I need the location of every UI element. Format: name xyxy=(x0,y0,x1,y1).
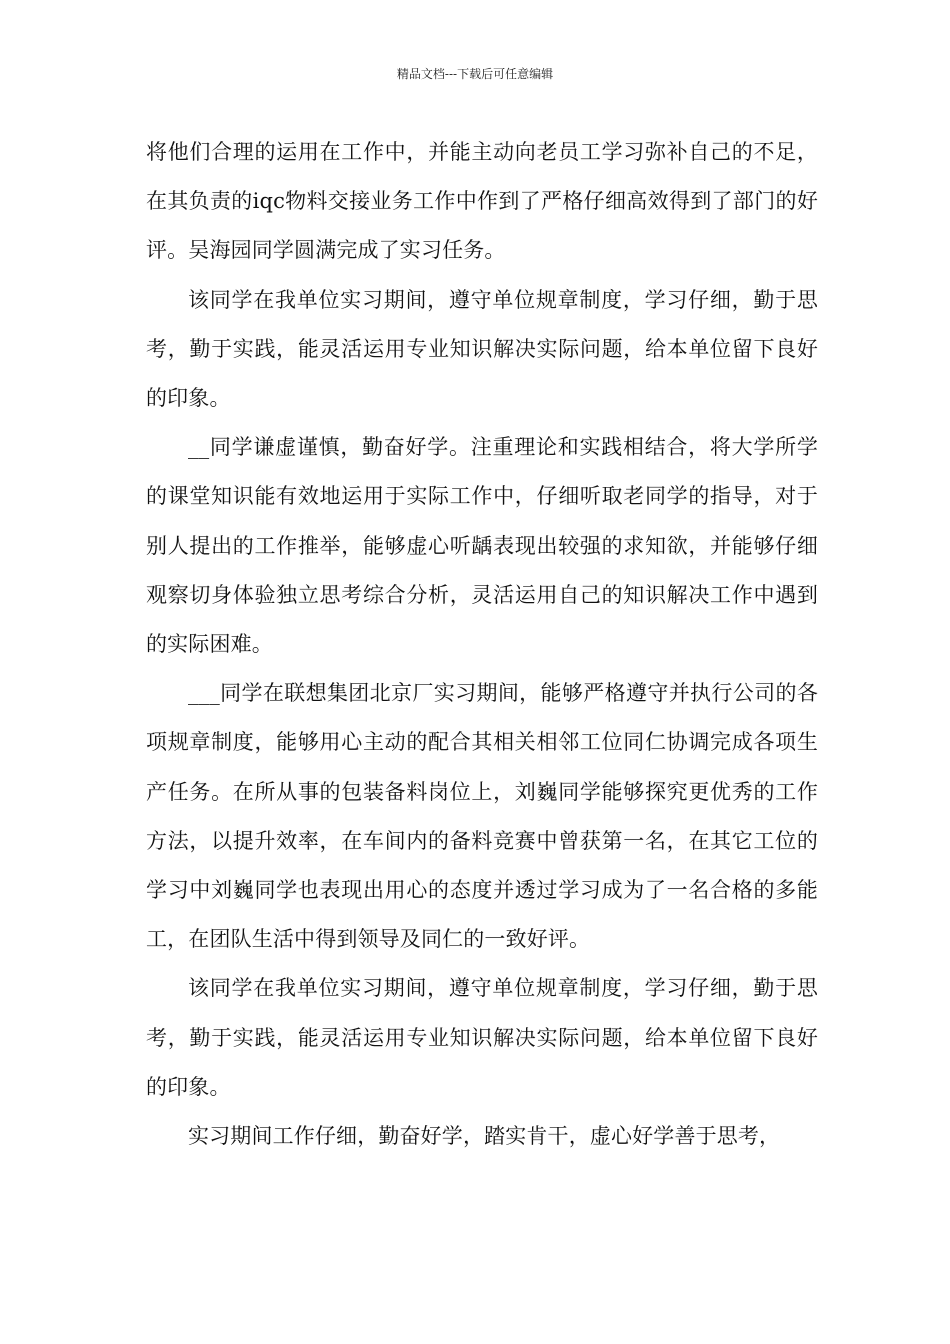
paragraph: 该同学在我单位实习期间，遵守单位规章制度，学习仔细，勤于思考，勤于实践，能灵活运用专业知识解决实际问题，给本单位留下良好的印象。 xyxy=(146,976,818,1099)
paragraph: 该同学在我单位实习期间，遵守单位规章制度，学习仔细，勤于思考，勤于实践，能灵活运用专业知识解决实际问题，给本单位留下良好的印象。 xyxy=(146,287,818,411)
paragraph: __同学谦虚谨慎，勤奋好学。注重理论和实践相结合，将大学所学的课堂知识能有效地运用于实际工作中，仔细听取老同学的指导，对于别人提出的工作推举，能够虚心听龋表现出较强的求知欲，并能够仔细观察切身体验独立思考综合分析，灵活运用自己的知识解决工作中遇到的实际困难。 xyxy=(146,435,818,657)
paragraph: 将他们合理的运用在工作中，并能主动向老员工学习弥补自己的不足，在其负责的iqc物料交接业务工作中作到了严格仔细高效得到了部门的好评。吴海园同学圆满完成了实习任务。 xyxy=(146,140,818,263)
paragraph: 实习期间工作仔细，勤奋好学，踏实肯干，虚心好学善于思考， xyxy=(188,1124,781,1149)
page-header: 精品文档---下载后可任意编辑 xyxy=(396,67,554,81)
document-body xyxy=(146,128,818,1161)
paragraph: ___同学在联想集团北京厂实习期间，能够严格遵守并执行公司的各项规章制度，能够用心主动的配合其相关相邻工位同仁协调完成各项生产任务。在所从事的包装备料岗位上，刘巍同学能够探究更优秀的工作方法，以提升效率，在车间内的备料竞赛中曾获第一名，在其它工位的学习中刘巍同学也表现出用心的态度并透过学习成为了一名合格的多能工，在团队生活中得到领导及同仁的一致好评。 xyxy=(146,681,818,952)
